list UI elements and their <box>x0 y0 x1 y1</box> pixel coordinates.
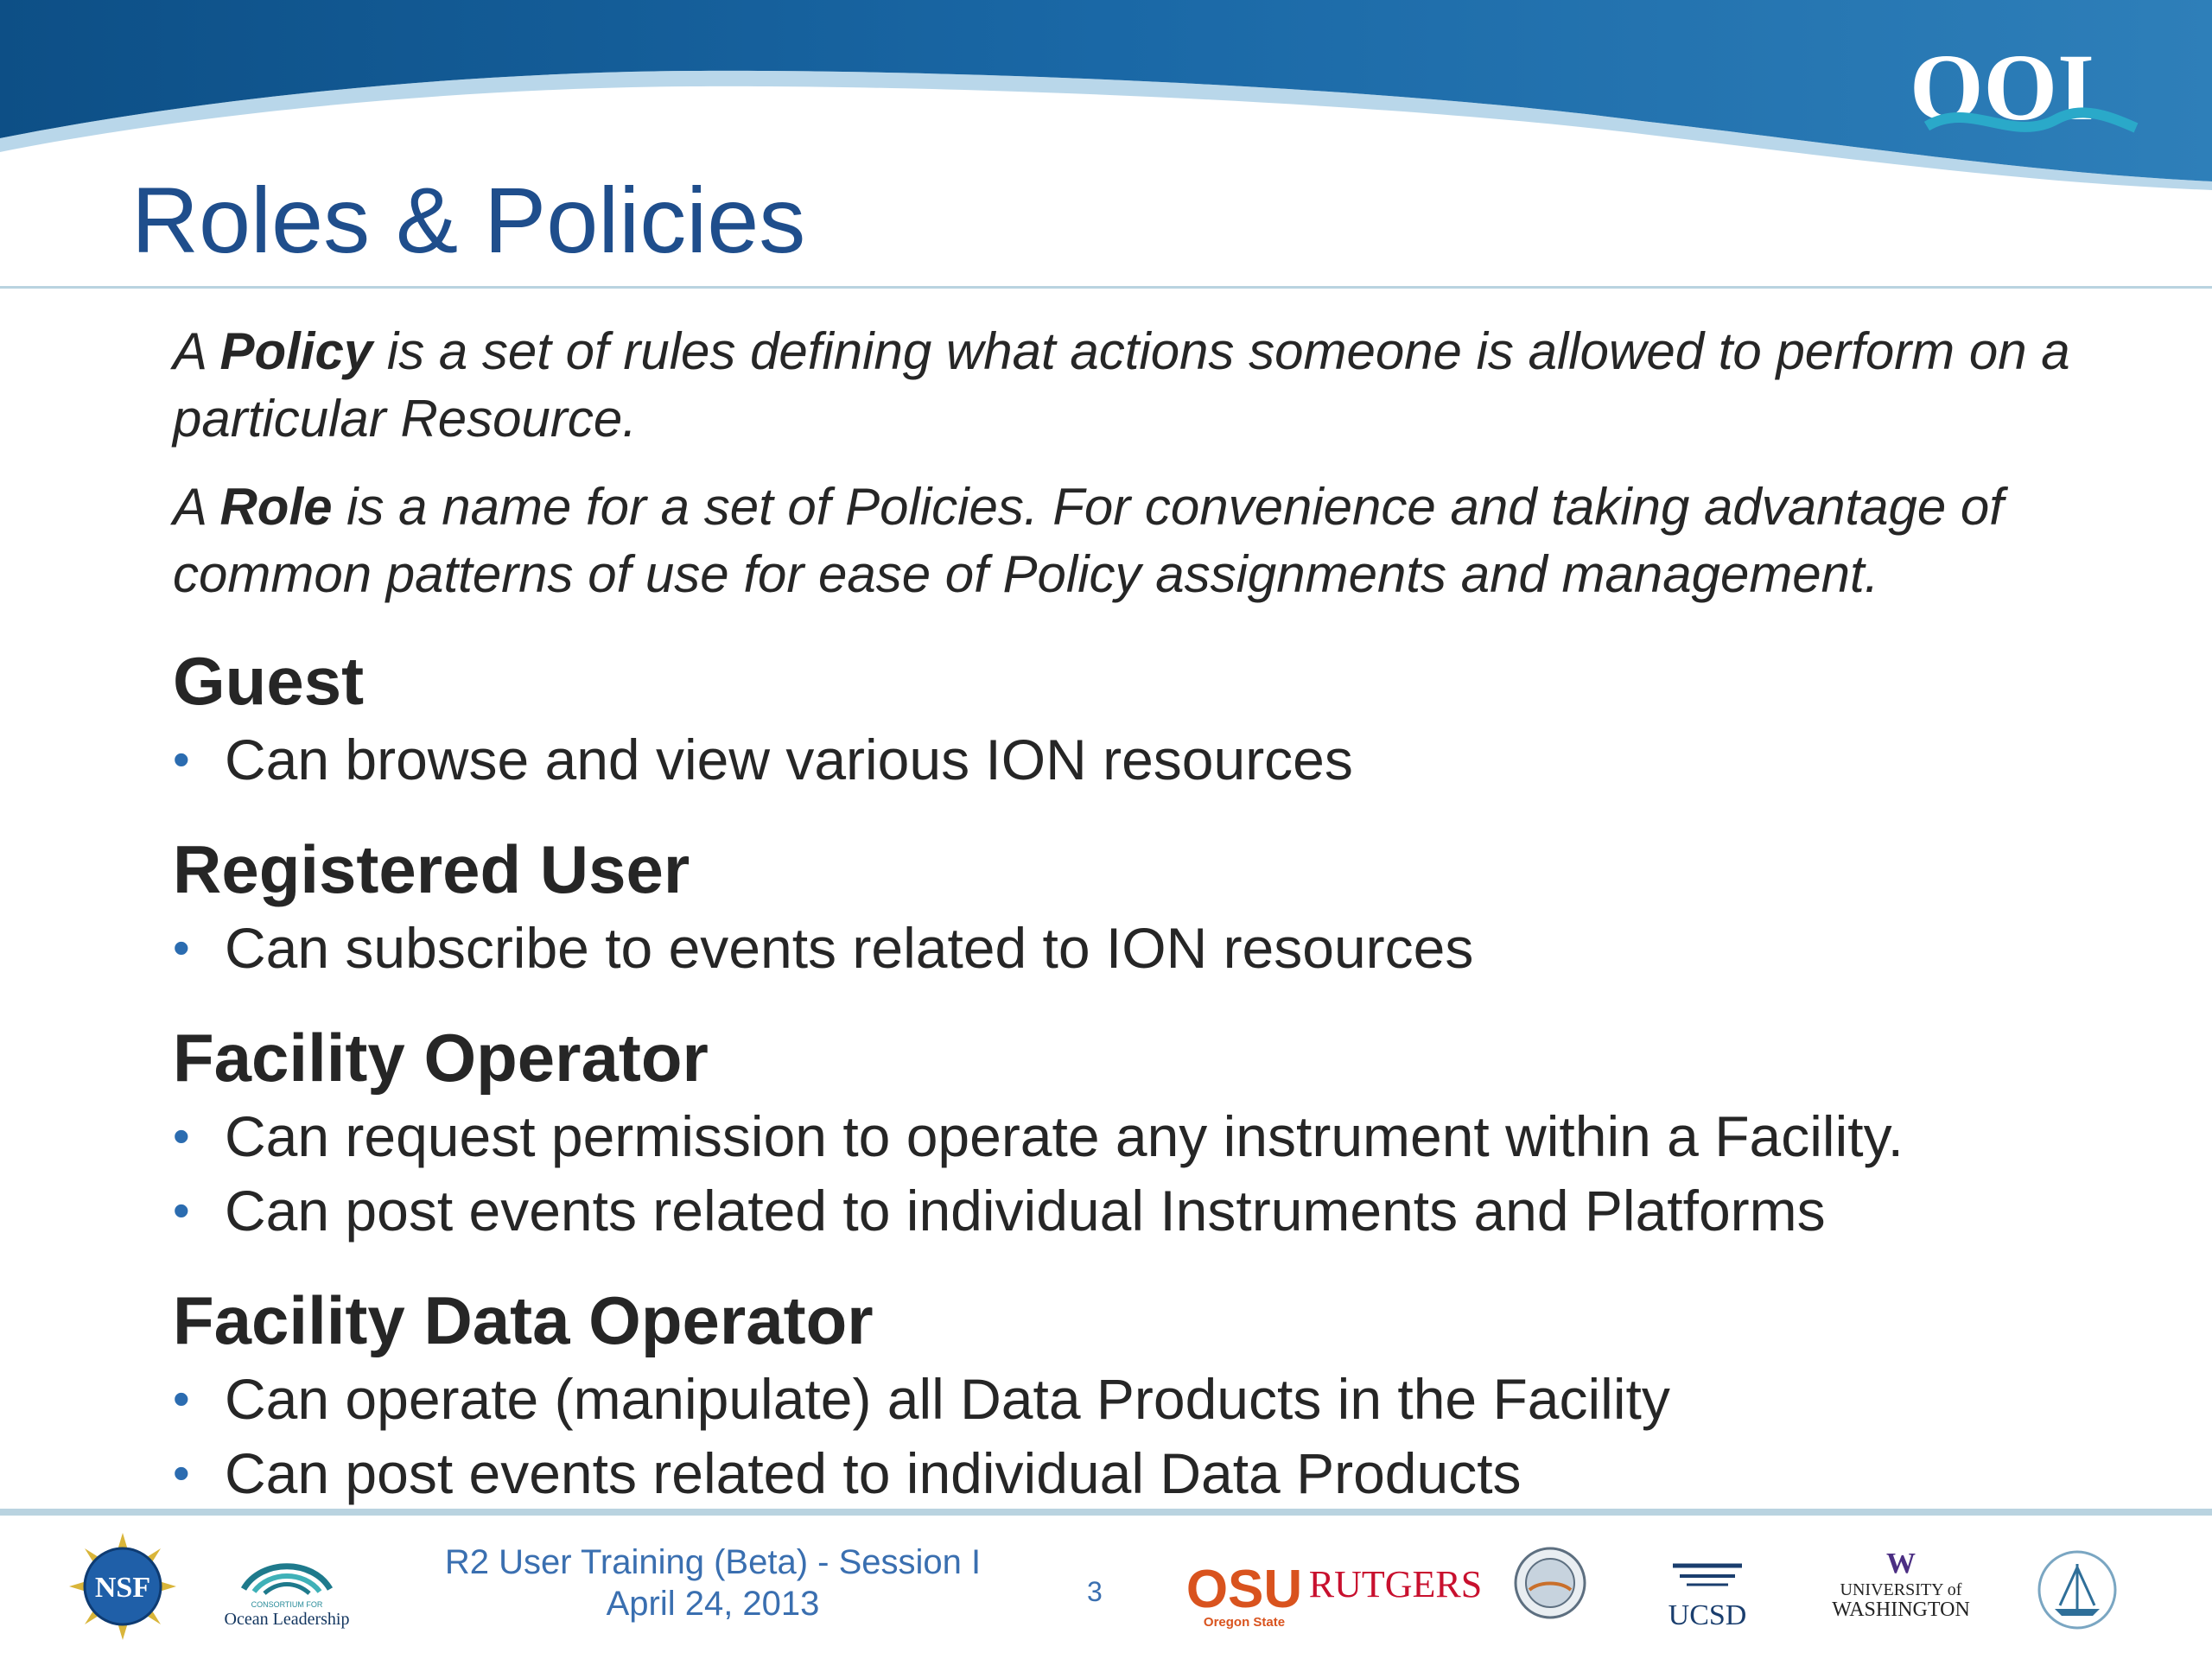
footer-caption <box>389 1541 1037 1624</box>
role-guest <box>173 639 2108 797</box>
page-number: 3 <box>1087 1576 1103 1607</box>
svg-text:NSF: NSF <box>94 1572 151 1604</box>
svg-text:W: W <box>1886 1548 1916 1580</box>
header-banner <box>0 0 2212 190</box>
role-definition: A Role is a name for a set of Policies. For convenience and taking advantage of common patterns of use for ease of Policy assignments and management. <box>173 478 2004 603</box>
bullet-icon: • <box>173 1446 190 1500</box>
role-facility-data-operator <box>173 1279 2108 1510</box>
role-facility-operator <box>173 1016 2108 1248</box>
osu-logo <box>1185 1547 1303 1642</box>
bullet-icon: • <box>173 1371 190 1426</box>
role-name: Facility Data Operator <box>173 1282 874 1358</box>
title-divider <box>0 286 2212 289</box>
bullet-item: • Can subscribe to events related to ION resources <box>173 911 2108 985</box>
ooi-logo <box>1910 33 2143 145</box>
bullet-icon: • <box>173 1109 190 1163</box>
role-name: Facility Operator <box>173 1020 709 1096</box>
footer-divider <box>0 1509 2212 1516</box>
role-name: Registered User <box>173 831 690 907</box>
bullet-item: • Can request permission to operate any instrument within a Facility. <box>173 1099 2108 1173</box>
slide-content <box>173 318 2108 1510</box>
ocean-leadership-logo <box>224 1541 350 1637</box>
seal-logo <box>1514 1547 1586 1619</box>
bullet-item: • Can operate (manipulate) all Data Products in the Facility <box>173 1362 2108 1436</box>
whoi-logo <box>2034 1547 2120 1633</box>
role-bullets <box>173 1099 2108 1248</box>
role-name: Guest <box>173 643 365 719</box>
svg-text:RUTGERS: RUTGERS <box>1308 1563 1483 1605</box>
role-bullets <box>173 911 2108 985</box>
svg-text:OOI: OOI <box>1910 35 2094 140</box>
bullet-item: • Can browse and view various ION resources <box>173 722 2108 797</box>
svg-text:Oregon State: Oregon State <box>1203 1615 1286 1630</box>
role-bullets <box>173 722 2108 797</box>
svg-text:WASHINGTON: WASHINGTON <box>1832 1599 1970 1621</box>
footer-session: R2 User Training (Beta) - Session I <box>444 1543 982 1581</box>
svg-text:OSU: OSU <box>1185 1560 1303 1619</box>
bullet-icon: • <box>173 732 190 786</box>
policy-definition: A Policy is a set of rules defining what actions someone is allowed to perform on a particular Resource. <box>173 322 2070 448</box>
page-title: Roles & Policies <box>131 168 806 272</box>
nsf-logo <box>67 1531 178 1642</box>
svg-text:UNIVERSITY of: UNIVERSITY of <box>1840 1580 1962 1599</box>
role-bullets <box>173 1362 2108 1510</box>
svg-text:Ocean Leadership: Ocean Leadership <box>224 1610 350 1629</box>
bullet-icon: • <box>173 1183 190 1237</box>
bullet-icon: • <box>173 920 190 975</box>
ucsd-logo <box>1656 1552 1759 1631</box>
uw-logo <box>1816 1543 1986 1626</box>
bullet-item: • Can post events related to individual Data Products <box>173 1436 2108 1510</box>
bullet-item: • Can post events related to individual Instruments and Platforms <box>173 1173 2108 1248</box>
footer-date: April 24, 2013 <box>606 1585 820 1623</box>
role-registered-user <box>173 828 2108 985</box>
svg-text:CONSORTIUM FOR: CONSORTIUM FOR <box>251 1600 323 1609</box>
rutgers-logo <box>1308 1559 1483 1611</box>
svg-text:UCSD: UCSD <box>1668 1599 1747 1631</box>
